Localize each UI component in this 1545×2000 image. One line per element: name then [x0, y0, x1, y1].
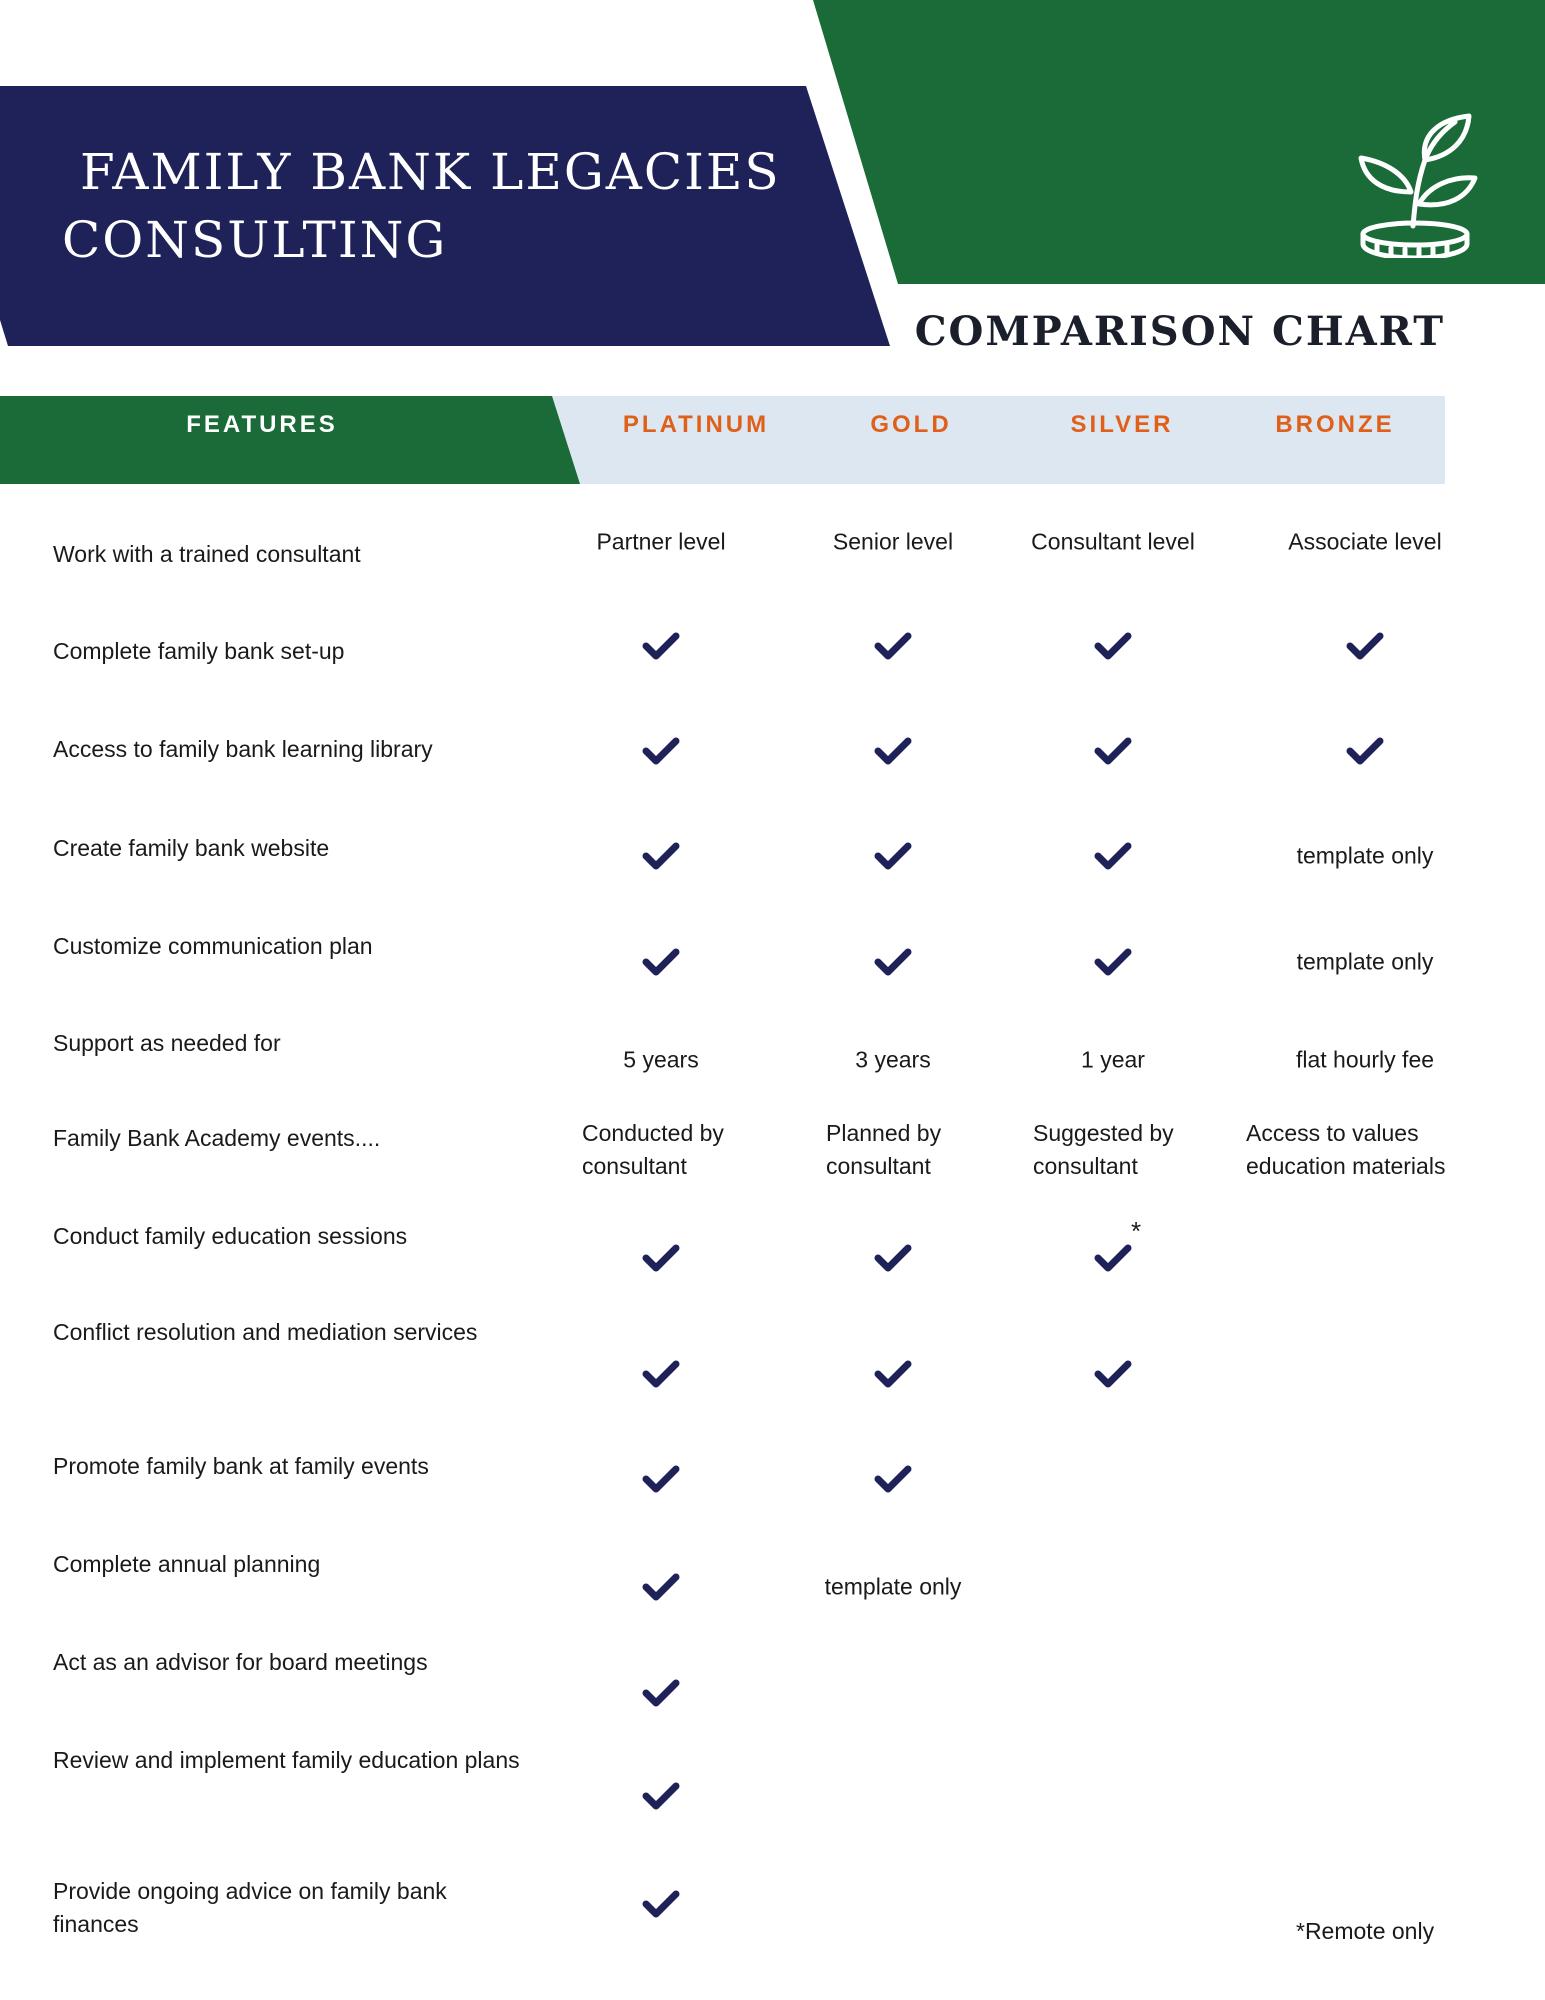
column-header-platinum: PLATINUM: [622, 411, 770, 438]
footnote: *Remote only: [1296, 1918, 1435, 1944]
chart-title: COMPARISON CHART: [914, 308, 1445, 355]
feature-label: Conduct family education sessions: [53, 1223, 408, 1249]
tier-cell-text: template only: [1296, 842, 1434, 869]
tier-cell-text: 3 years: [855, 1046, 931, 1073]
checkmark-icon: [642, 1781, 680, 1811]
checkmark-icon: [642, 841, 680, 871]
checkmark-icon: [642, 947, 680, 977]
feature-label: Conflict resolution and mediation services: [53, 1319, 478, 1345]
checkmark-icon: [642, 1243, 680, 1273]
checkmark-icon: [642, 736, 680, 766]
feature-label: Create family bank website: [53, 835, 330, 861]
column-header-gold: GOLD: [870, 411, 952, 438]
tier-cell-text: 5 years: [623, 1046, 699, 1073]
tier-cell-text: Planned by consultant: [826, 1120, 942, 1179]
checkmark-icon: [642, 1359, 680, 1389]
tier-cell-text: Suggested by consultant: [1033, 1120, 1174, 1179]
tier-cell-text: Consultant level: [1031, 528, 1195, 555]
checkmark-icon: [1094, 1359, 1132, 1389]
remote-only-asterisk: *: [1131, 1216, 1142, 1246]
tier-cell-text: flat hourly fee: [1295, 1046, 1435, 1073]
feature-label: Family Bank Academy events....: [53, 1125, 381, 1151]
tier-cell-text: Senior level: [832, 528, 954, 555]
checkmark-icon: [874, 736, 912, 766]
tier-header-band: [548, 396, 1445, 484]
tier-cell-text: Conducted by consultant: [582, 1120, 724, 1179]
checkmark-icon: [1094, 1243, 1132, 1273]
feature-label: Provide ongoing advice on family bank finances: [53, 1878, 447, 1937]
feature-label: Work with a trained consultant: [53, 541, 361, 567]
column-header-bronze: BRONZE: [1275, 411, 1395, 438]
checkmark-icon: [642, 1464, 680, 1494]
checkmark-icon: [1346, 631, 1384, 661]
checkmark-icon: [642, 631, 680, 661]
tier-cell-text: Access to values education materials: [1246, 1120, 1446, 1179]
checkmark-icon: [874, 1359, 912, 1389]
checkmark-icon: [1094, 631, 1132, 661]
plant-sprout-icon: [1355, 108, 1485, 258]
company-name-line-2: CONSULTING: [62, 211, 448, 269]
feature-label: Act as an advisor for board meetings: [53, 1649, 428, 1675]
checkmark-icon: [1094, 736, 1132, 766]
checkmark-icon: [642, 1678, 680, 1708]
tier-cell-text: 1 year: [1081, 1046, 1145, 1073]
feature-label: Support as needed for: [53, 1030, 281, 1056]
feature-label: Review and implement family education plans: [53, 1747, 520, 1773]
checkmark-icon: [874, 631, 912, 661]
tier-cell-text: template only: [824, 1573, 962, 1600]
checkmark-icon: [1094, 947, 1132, 977]
checkmark-icon: [874, 1464, 912, 1494]
checkmark-icon: [874, 841, 912, 871]
checkmark-icon: [874, 1243, 912, 1273]
tier-cell-text: Associate level: [1288, 528, 1442, 555]
checkmark-icon: [874, 947, 912, 977]
feature-label: Promote family bank at family events: [53, 1453, 429, 1479]
features-header-band: [0, 396, 580, 484]
company-name-line-1: FAMILY BANK LEGACIES: [80, 143, 781, 201]
feature-label: Complete annual planning: [53, 1551, 321, 1577]
feature-label: Customize communication plan: [53, 933, 373, 959]
checkmark-icon: [642, 1889, 680, 1919]
checkmark-icon: [642, 1572, 680, 1602]
tier-cell-text: Partner level: [596, 528, 726, 555]
checkmark-icon: [1346, 736, 1384, 766]
feature-label: Complete family bank set-up: [53, 638, 345, 664]
column-header-silver: SILVER: [1070, 411, 1174, 438]
tier-cell-text: template only: [1296, 948, 1434, 975]
checkmark-icon: [1094, 841, 1132, 871]
company-name: [62, 138, 822, 274]
feature-label: Access to family bank learning library: [53, 736, 433, 762]
column-header-features: FEATURES: [186, 411, 338, 438]
